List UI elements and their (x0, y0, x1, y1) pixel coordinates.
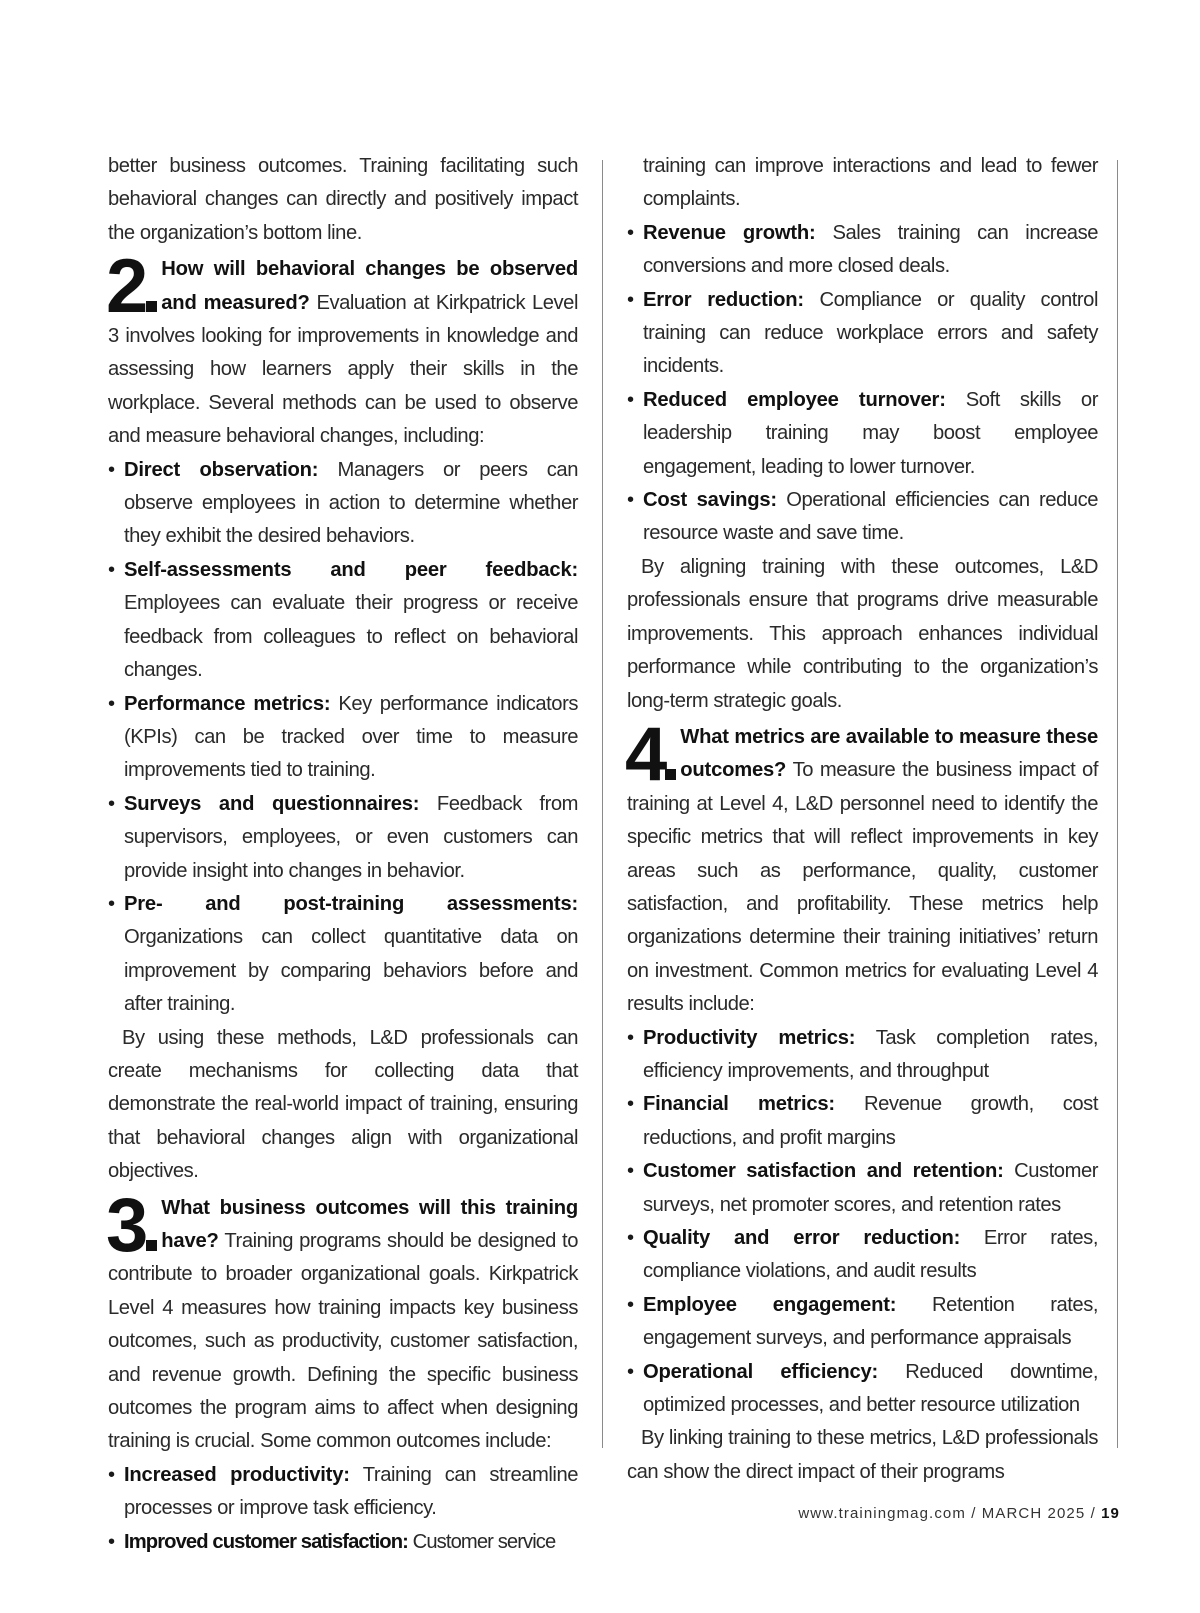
list-item-lead: Self-assessments and peer feedback: (124, 558, 578, 581)
methods-closing-paragraph: By using these methods, L&D professionals can create mechanisms for collecting data that demonstrate the real-world impact of training, ensuring that behavioral changes align with organizational objectives. (108, 1026, 578, 1183)
question-number-2: 2 (106, 259, 157, 319)
list-item-text: Operational efficiencies can reduce resource waste and save time. (643, 489, 1099, 545)
list-item (627, 284, 1098, 384)
outcome-continuation: training can improve interactions and lead to fewer complaints. (643, 155, 1098, 211)
page-footer (798, 1505, 1120, 1522)
list-item-lead: Customer satisfaction and retention: (643, 1160, 1004, 1183)
list-item-text: Compliance or quality control training can reduce workplace errors and safety incidents. (643, 288, 1098, 378)
list-item-lead: Productivity metrics: (643, 1026, 856, 1049)
list-item-lead: Employee engagement: (643, 1293, 897, 1316)
list-item (627, 484, 1098, 551)
column-rule-right (1117, 160, 1118, 1448)
list-item-text: Key performance indicators (KPIs) can be tracked over time to measure improvements tied to training. (124, 692, 578, 782)
methods-list (108, 454, 578, 1022)
list-item (627, 1289, 1098, 1356)
number-square-mark (146, 1240, 157, 1251)
list-item-lead: Quality and error reduction: (643, 1227, 961, 1249)
list-item-text: Feedback from supervisors, employees, or even customers can provide insight into changes in behavior. (124, 792, 578, 882)
metrics-list (627, 1022, 1098, 1423)
list-item (108, 1459, 578, 1526)
list-item-text: Sales training can increase conversions and more closed deals. (643, 221, 1098, 278)
list-item-text: Error rates, compliance violations, and audit results (643, 1227, 1098, 1283)
column-rule-left (602, 160, 603, 1448)
number-square-mark (146, 301, 157, 312)
list-item-lead: Cost savings: (643, 489, 777, 512)
number-square-mark (665, 769, 676, 780)
question-3-heading: What business outcomes will this training have? (161, 1196, 578, 1252)
list-item-text: Organizations can collect quantitative data on improvement by comparing behaviors before and after training. (124, 926, 578, 1016)
list-item-text: Managers or peers can observe employees in action to determine whether they exhibit the desired behaviors. (124, 458, 578, 548)
list-item (108, 888, 578, 1022)
list-item (108, 1526, 578, 1559)
outcomes-closing-paragraph: By aligning training with these outcomes, L&D professionals ensure that programs drive measurable improvements. This approach enhances individual performance while contributing to the organization’s long-term strategic goals. (627, 555, 1098, 712)
list-item (627, 1088, 1098, 1155)
footer-site-issue: www.trainingmag.com / MARCH 2025 / (798, 1505, 1102, 1522)
list-item (627, 1155, 1098, 1222)
list-item-text: Revenue growth, cost reductions, and profit margins (643, 1093, 1098, 1149)
list-item-text: Reduced downtime, optimized processes, and better resource utilization (643, 1360, 1098, 1417)
question-4 (625, 711, 1098, 1022)
left-column (106, 150, 578, 1553)
question-2-body: Evaluation at Kirkpatrick Level 3 involves looking for improvements in knowledge and assessing how learners apply their skills in the workplace. Several methods can be used to observe and measure behavioral changes, including: (108, 291, 578, 448)
question-3 (106, 1182, 578, 1459)
metrics-closing-paragraph: By linking training to these metrics, L&D professionals can show the direct impact of their programs (627, 1427, 1098, 1483)
question-4-body: To measure the business impact of training at Level 4, L&D personnel need to identify the specific metrics that will reflect improvements in key areas such as performance, quality, customer satisfaction, and profitability. These metrics help organizations determine their training initiatives’ return on investment. Common metrics for evaluating Level 4 results include: (627, 759, 1098, 1016)
list-item-text: Soft skills or leadership training may boost employee engagement, leading to lower turnover. (643, 388, 1098, 478)
question-4-heading: What metrics are available to measure these outcomes? (680, 725, 1098, 782)
list-item-lead: Improved customer satisfaction: (124, 1530, 408, 1553)
question-number-3: 3 (106, 1198, 157, 1258)
list-item-lead: Increased productivity: (124, 1463, 350, 1486)
list-item-lead: Direct observation: (124, 458, 319, 481)
list-item (108, 788, 578, 888)
list-item-lead: Revenue growth: (643, 221, 816, 244)
outcomes-list (108, 1459, 578, 1559)
list-item-lead: Pre- and post-training assessments: (124, 892, 578, 915)
list-item (627, 217, 1098, 284)
question-number-4: 4 (625, 727, 676, 787)
right-column (625, 150, 1099, 1483)
list-item-lead: Surveys and questionnaires: (124, 792, 420, 815)
list-item (627, 1222, 1098, 1289)
list-item-lead: Performance metrics: (124, 692, 331, 715)
list-item-text: Task completion rates, efficiency improvements, and throughput (643, 1026, 1098, 1082)
outcomes-list-continued (627, 217, 1098, 551)
list-item (627, 384, 1098, 484)
question-2 (106, 244, 578, 453)
list-item (108, 454, 578, 554)
list-item-text: Retention rates, engagement surveys, and performance appraisals (643, 1293, 1098, 1350)
list-item (627, 1022, 1098, 1089)
list-item-text: Customer surveys, net promoter scores, and retention rates (643, 1160, 1098, 1216)
list-item-lead: Error reduction: (643, 288, 804, 311)
list-item-text: Customer service (407, 1530, 556, 1553)
intro-paragraph: better business outcomes. Training facilitating such behavioral changes can directly and positively impact the organization’s bottom line. (108, 155, 578, 244)
question-3-body: Training programs should be designed to contribute to broader organizational goals. Kirkpatrick Level 4 measures how training impacts key business outcomes, such as productivity, customer satisfaction, and revenue growth. Defining the specific business outcomes the program aims to affect when designing training is crucial. Some common outcomes include: (108, 1230, 578, 1453)
list-item (627, 1356, 1098, 1423)
list-item-text: Training can streamline processes or improve task efficiency. (124, 1463, 578, 1520)
page-number: 19 (1101, 1505, 1120, 1522)
list-item (108, 554, 578, 688)
list-item-lead: Operational efficiency: (643, 1360, 879, 1383)
list-item-lead: Financial metrics: (643, 1093, 835, 1116)
list-item-text: Employees can evaluate their progress or receive feedback from colleagues to reflect on behavioral changes. (124, 592, 578, 682)
question-2-heading: How will behavioral changes be observed and measured? (161, 258, 578, 314)
list-item-lead: Reduced employee turnover: (643, 388, 946, 411)
list-item (108, 688, 578, 788)
